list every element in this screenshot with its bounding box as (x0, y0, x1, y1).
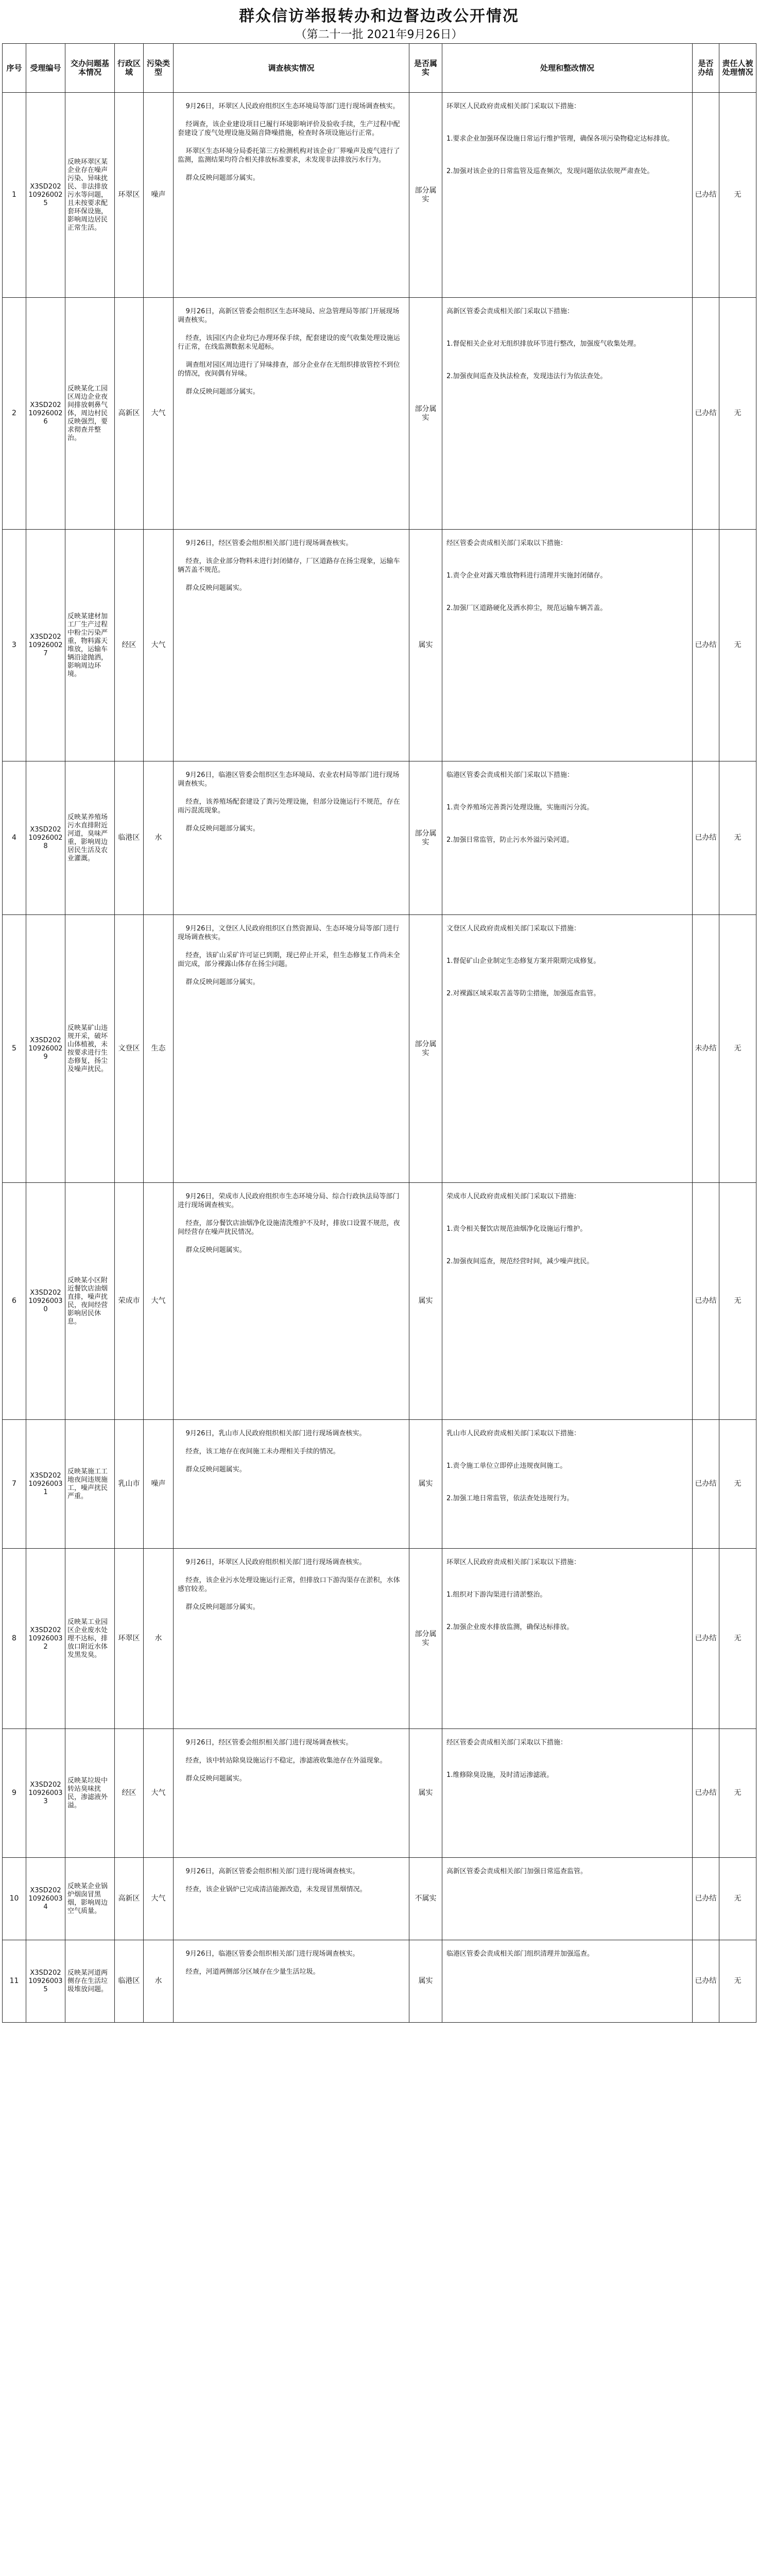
cell-verdict: 部分属实 (409, 298, 442, 530)
cell-district: 经区 (115, 530, 144, 761)
header-pollution-type: 污染类型 (144, 44, 174, 93)
cell-investigation (174, 530, 409, 761)
cell-index: 5 (3, 915, 26, 1183)
measure-paragraph: 1.要求企业加强环保设施日常运行维护管理，确保各项污染物稳定达标排放。 (446, 135, 674, 143)
cell-district: 经区 (115, 1729, 144, 1858)
table-body (3, 93, 756, 2023)
table-row (3, 298, 756, 530)
cell-verdict: 部分属实 (409, 93, 442, 298)
investigation-paragraph: 经查，该工地存在夜间施工未办理相关手续的情况。 (185, 1448, 340, 1455)
cell-pollution-type: 大气 (144, 1858, 174, 1940)
investigation-paragraph: 9月26日，荣成市人民政府组织市生态环境分局、综合行政执法局等部门进行现场调查核实。 (178, 1193, 400, 1209)
cell-pollution-type: 大气 (144, 1729, 174, 1858)
cell-district: 乳山市 (115, 1420, 144, 1549)
cell-closed: 已办结 (693, 93, 719, 298)
measure-paragraph: 2.加强日常监管，防止污水外溢污染河道。 (446, 836, 574, 844)
measure-paragraph: 2.加强厂区道路硬化及洒水抑尘，规范运输车辆苫盖。 (446, 604, 607, 612)
cell-pollution-type: 水 (144, 761, 174, 915)
cell-district: 环翠区 (115, 1549, 144, 1729)
cell-punished: 无 (719, 1858, 756, 1940)
header-issue: 交办问题基本情况 (65, 44, 115, 93)
cell-punished: 无 (719, 530, 756, 761)
cell-verdict: 属实 (409, 1183, 442, 1420)
cell-code: X3SD202109260025 (26, 93, 65, 298)
investigation-paragraph: 经查，该企业锅炉已完成清洁能源改造，未发现冒黑烟情况。 (185, 1886, 367, 1893)
header-measures: 处理和整改情况 (442, 44, 693, 93)
cell-closed: 已办结 (693, 298, 719, 530)
cell-punished: 无 (719, 1729, 756, 1858)
cell-code: X3SD202109260026 (26, 298, 65, 530)
cell-verdict: 部分属实 (409, 1549, 442, 1729)
cell-index: 8 (3, 1549, 26, 1729)
table-row (3, 93, 756, 298)
header-index: 序号 (3, 44, 26, 93)
cell-pollution-type: 噪声 (144, 93, 174, 298)
investigation-paragraph: 9月26日，环翠区人民政府组织相关部门进行现场调查核实。 (185, 1558, 366, 1566)
measure-paragraph: 文登区人民政府责成相关部门采取以下措施： (446, 925, 581, 933)
table-row (3, 1549, 756, 1729)
cell-closed: 已办结 (693, 1183, 719, 1420)
investigation-paragraph: 群众反映问题属实。 (185, 1466, 246, 1473)
cell-index: 6 (3, 1183, 26, 1420)
investigation-paragraph: 经查，该园区内企业均已办理环保手续，配套建设的废气收集处理设施运行正常，在线监测数据未见超标。 (178, 334, 400, 351)
investigation-paragraph: 9月26日，经区管委会组织相关部门进行现场调查核实。 (185, 539, 353, 547)
cell-measures (442, 1183, 693, 1420)
document-subtitle: （第二十一批 2021年9月26日） (295, 28, 463, 41)
cell-verdict: 不属实 (409, 1858, 442, 1940)
cell-investigation (174, 298, 409, 530)
table-row (3, 1420, 756, 1549)
measure-paragraph: 临港区管委会责成相关部门组织清理并加强巡查。 (446, 1950, 594, 1958)
cell-pollution-type: 大气 (144, 1183, 174, 1420)
measure-paragraph: 经区管委会责成相关部门采取以下措施： (446, 539, 567, 547)
cell-closed: 未办结 (693, 915, 719, 1183)
measure-paragraph: 1.责令相关餐饮店规范油烟净化设施运行维护。 (446, 1225, 587, 1233)
investigation-paragraph: 群众反映问题属实。 (185, 584, 246, 592)
measure-paragraph: 1.责令养殖场完善粪污处理设施，实施雨污分流。 (446, 804, 594, 811)
investigation-paragraph: 9月26日，高新区管委会组织区生态环境局、应急管理局等部门开展现场调查核实。 (178, 308, 400, 324)
cell-district: 荣成市 (115, 1183, 144, 1420)
cell-investigation (174, 915, 409, 1183)
header-verdict: 是否属实 (409, 44, 442, 93)
cell-punished: 无 (719, 93, 756, 298)
cell-measures (442, 1549, 693, 1729)
cell-verdict: 属实 (409, 1940, 442, 2023)
cell-code: X3SD202109260030 (26, 1183, 65, 1420)
investigation-paragraph: 调查组对园区周边进行了异味排查，部分企业存在无组织排放管控不到位的情况，夜间偶有异味。 (178, 361, 400, 378)
measure-paragraph: 2.加强企业废水排放监测，确保达标排放。 (446, 1623, 574, 1631)
cell-closed: 已办结 (693, 530, 719, 761)
investigation-paragraph: 经查，河道两侧部分区域存在少量生活垃圾。 (185, 1968, 320, 1976)
cell-verdict: 属实 (409, 530, 442, 761)
investigation-paragraph: 9月26日，临港区管委会组织区生态环境局、农业农村局等部门进行现场调查核实。 (178, 771, 400, 788)
measure-paragraph: 2.加强对该企业的日常监管及巡查频次，发现问题依法依规严肃查处。 (446, 167, 654, 175)
investigation-paragraph: 群众反映问题部分属实。 (185, 978, 260, 986)
table-row (3, 1183, 756, 1420)
cell-issue: 反映某小区附近餐饮店油烟直排，噪声扰民，夜间经营影响居民休息。 (65, 1183, 115, 1420)
measure-paragraph: 2.加强工地日常监管，依法查处违规行为。 (446, 1495, 574, 1502)
cell-investigation (174, 1183, 409, 1420)
measure-paragraph: 1.组织对下游沟渠进行清淤整治。 (446, 1591, 547, 1599)
investigation-paragraph: 群众反映问题部分属实。 (185, 1603, 260, 1611)
cell-punished: 无 (719, 1940, 756, 2023)
cell-index: 4 (3, 761, 26, 915)
cell-verdict: 部分属实 (409, 915, 442, 1183)
cell-investigation (174, 1858, 409, 1940)
cell-district: 高新区 (115, 1858, 144, 1940)
cell-issue: 反映某施工工地夜间违规施工，噪声扰民严重。 (65, 1420, 115, 1549)
cell-district: 文登区 (115, 915, 144, 1183)
table-row (3, 1858, 756, 1940)
cell-investigation (174, 1549, 409, 1729)
cell-closed: 已办结 (693, 1940, 719, 2023)
cell-index: 11 (3, 1940, 26, 2023)
investigation-paragraph: 9月26日，文登区人民政府组织区自然资源局、生态环境分局等部门进行现场调查核实。 (178, 925, 400, 941)
cell-issue: 反映某企业锅炉烟囱冒黑烟，影响周边空气质量。 (65, 1858, 115, 1940)
cell-measures (442, 1420, 693, 1549)
cell-code: X3SD202109260031 (26, 1420, 65, 1549)
measure-paragraph: 荣成市人民政府责成相关部门采取以下措施： (446, 1193, 581, 1200)
cell-pollution-type: 噪声 (144, 1420, 174, 1549)
cell-punished: 无 (719, 298, 756, 530)
cell-code: X3SD202109260033 (26, 1729, 65, 1858)
investigation-paragraph: 9月26日，环翠区人民政府组织区生态环境局等部门进行现场调查核实。 (185, 103, 400, 110)
cell-pollution-type: 水 (144, 1940, 174, 2023)
cell-investigation (174, 93, 409, 298)
cell-code: X3SD202109260035 (26, 1940, 65, 2023)
table-row (3, 530, 756, 761)
cell-index: 2 (3, 298, 26, 530)
investigation-paragraph: 经查，该企业部分物料未进行封闭储存，厂区道路存在扬尘现象，运输车辆苫盖不规范。 (178, 557, 400, 574)
measure-paragraph: 1.维修除臭设施，及时清运渗滤液。 (446, 1771, 554, 1779)
cell-index: 9 (3, 1729, 26, 1858)
cell-code: X3SD202109260027 (26, 530, 65, 761)
measure-paragraph: 高新区管委会责成相关部门采取以下措施： (446, 308, 574, 315)
header-closed: 是否办结 (693, 44, 719, 93)
cell-verdict: 属实 (409, 1729, 442, 1858)
cell-district: 临港区 (115, 1940, 144, 2023)
cell-investigation (174, 761, 409, 915)
investigation-paragraph: 经查，该中转站除臭设施运行不稳定，渗滤液收集池存在外溢现象。 (185, 1757, 387, 1765)
cell-code: X3SD202109260034 (26, 1858, 65, 1940)
investigation-paragraph: 9月26日，经区管委会组织相关部门进行现场调查核实。 (185, 1739, 353, 1747)
cell-investigation (174, 1940, 409, 2023)
measure-paragraph: 2.对裸露区域采取苫盖等防尘措施，加强巡查监管。 (446, 990, 600, 997)
cell-closed: 已办结 (693, 1549, 719, 1729)
investigation-paragraph: 9月26日，乳山市人民政府组织相关部门进行现场调查核实。 (185, 1430, 366, 1437)
table-row (3, 915, 756, 1183)
measure-paragraph: 经区管委会责成相关部门采取以下措施： (446, 1739, 567, 1747)
cell-punished: 无 (719, 915, 756, 1183)
measure-paragraph: 2.加强夜间巡查及执法检查，发现违法行为依法查处。 (446, 372, 607, 380)
cell-verdict: 属实 (409, 1420, 442, 1549)
cell-measures (442, 1940, 693, 2023)
measure-paragraph: 1.责令企业对露天堆放物料进行清理并实施封闭储存。 (446, 572, 607, 580)
table-header-row (3, 44, 756, 93)
investigation-paragraph: 群众反映问题部分属实。 (185, 825, 260, 833)
measure-paragraph: 2.加强夜间巡查，规范经营时间，减少噪声扰民。 (446, 1258, 594, 1265)
cell-issue: 反映环翠区某企业存在噪声污染、异味扰民、非法排放污水等问题，且未按要求配套环保设施，影响周边居民正常生活。 (65, 93, 115, 298)
header-district: 行政区域 (115, 44, 144, 93)
table-row (3, 1940, 756, 2023)
cell-closed: 已办结 (693, 1858, 719, 1940)
cell-issue: 反映某河道两侧存在生活垃圾堆放问题。 (65, 1940, 115, 2023)
cell-investigation (174, 1420, 409, 1549)
investigation-paragraph: 经查，该养殖场配套建设了粪污处理设施，但部分设施运行不规范，存在雨污混流现象。 (178, 798, 400, 815)
cell-index: 3 (3, 530, 26, 761)
cell-measures (442, 1729, 693, 1858)
header-code: 受理编号 (26, 44, 65, 93)
measure-paragraph: 环翠区人民政府责成相关部门采取以下措施： (446, 1558, 581, 1566)
cell-measures (442, 93, 693, 298)
investigation-paragraph: 9月26日，高新区管委会组织相关部门进行现场调查核实。 (185, 1868, 359, 1875)
cell-index: 7 (3, 1420, 26, 1549)
header-investigation: 调查核实情况 (174, 44, 409, 93)
cell-measures (442, 761, 693, 915)
cell-investigation (174, 1729, 409, 1858)
cell-issue: 反映某工业园区企业废水处理不达标，排放口附近水体发黑发臭。 (65, 1549, 115, 1729)
investigation-paragraph: 经查，该矿山采矿许可证已到期，现已停止开采，但生态修复工作尚未全面完成，部分裸露山体存在扬尘问题。 (178, 952, 400, 968)
cell-index: 1 (3, 93, 26, 298)
cell-measures (442, 1858, 693, 1940)
document-title: 群众信访举报转办和边督边改公开情况 (239, 7, 519, 25)
cell-pollution-type: 水 (144, 1549, 174, 1729)
measure-paragraph: 1.督促矿山企业制定生态修复方案并限期完成修复。 (446, 957, 600, 965)
measure-paragraph: 高新区管委会责成相关部门加强日常巡查监管。 (446, 1868, 588, 1875)
investigation-paragraph: 群众反映问题属实。 (185, 1246, 246, 1254)
cell-pollution-type: 大气 (144, 298, 174, 530)
investigation-paragraph: 经查，部分餐饮店油烟净化设施清洗维护不及时，排放口设置不规范，夜间经营存在噪声扰民情况。 (178, 1219, 400, 1236)
table-row (3, 1729, 756, 1858)
cell-pollution-type: 大气 (144, 530, 174, 761)
cell-punished: 无 (719, 1420, 756, 1549)
measure-paragraph: 临港区管委会责成相关部门采取以下措施： (446, 771, 574, 779)
complaints-table (2, 43, 756, 2023)
cell-code: X3SD202109260028 (26, 761, 65, 915)
measure-paragraph: 1.责令施工单位立即停止违规夜间施工。 (446, 1462, 567, 1470)
cell-closed: 已办结 (693, 761, 719, 915)
cell-issue: 反映某建材加工厂生产过程中粉尘污染严重，物料露天堆放，运输车辆沿途抛洒，影响周边环境。 (65, 530, 115, 761)
cell-verdict: 部分属实 (409, 761, 442, 915)
measure-paragraph: 乳山市人民政府责成相关部门采取以下措施： (446, 1430, 581, 1437)
investigation-paragraph: 环翠区生态环境分局委托第三方检测机构对该企业厂界噪声及废气进行了监测，监测结果均符合相关排放标准要求，未发现非法排放污水行为。 (178, 147, 400, 164)
measure-paragraph: 环翠区人民政府责成相关部门采取以下措施： (446, 103, 581, 110)
cell-code: X3SD202109260032 (26, 1549, 65, 1729)
cell-punished: 无 (719, 1549, 756, 1729)
cell-measures (442, 915, 693, 1183)
cell-punished: 无 (719, 761, 756, 915)
investigation-paragraph: 经调查，该企业建设项目已履行环境影响评价及验收手续，生产过程中配套建设了废气处理设施及隔音降噪措施，检查时各项设施运行正常。 (178, 121, 400, 137)
cell-issue: 反映某养殖场污水直排附近河道，臭味严重，影响周边居民生活及农业灌溉。 (65, 761, 115, 915)
cell-issue: 反映某矿山违规开采，破坏山体植被，未按要求进行生态修复，扬尘及噪声扰民。 (65, 915, 115, 1183)
measure-paragraph: 1.督促相关企业对无组织排放环节进行整改，加强废气收集处理。 (446, 340, 641, 348)
investigation-paragraph: 群众反映问题部分属实。 (185, 388, 260, 396)
cell-district: 临港区 (115, 761, 144, 915)
cell-closed: 已办结 (693, 1729, 719, 1858)
cell-district: 环翠区 (115, 93, 144, 298)
cell-issue: 反映某化工园区周边企业夜间排放刺鼻气体，周边村民反映强烈，要求彻查并整治。 (65, 298, 115, 530)
cell-measures (442, 530, 693, 761)
table-row (3, 761, 756, 915)
investigation-paragraph: 群众反映问题部分属实。 (185, 174, 260, 182)
cell-index: 10 (3, 1858, 26, 1940)
cell-code: X3SD202109260029 (26, 915, 65, 1183)
cell-closed: 已办结 (693, 1420, 719, 1549)
cell-punished: 无 (719, 1183, 756, 1420)
investigation-paragraph: 群众反映问题属实。 (185, 1775, 246, 1783)
cell-issue: 反映某垃圾中转站臭味扰民，渗滤液外溢。 (65, 1729, 115, 1858)
header-punished: 责任人被处理情况 (719, 44, 756, 93)
cell-measures (442, 298, 693, 530)
cell-pollution-type: 生态 (144, 915, 174, 1183)
investigation-paragraph: 经查，该企业污水处理设施运行正常，但排放口下游沟渠存在淤积，水体感官较差。 (178, 1577, 400, 1593)
cell-district: 高新区 (115, 298, 144, 530)
investigation-paragraph: 9月26日，临港区管委会组织相关部门进行现场调查核实。 (185, 1950, 359, 1958)
